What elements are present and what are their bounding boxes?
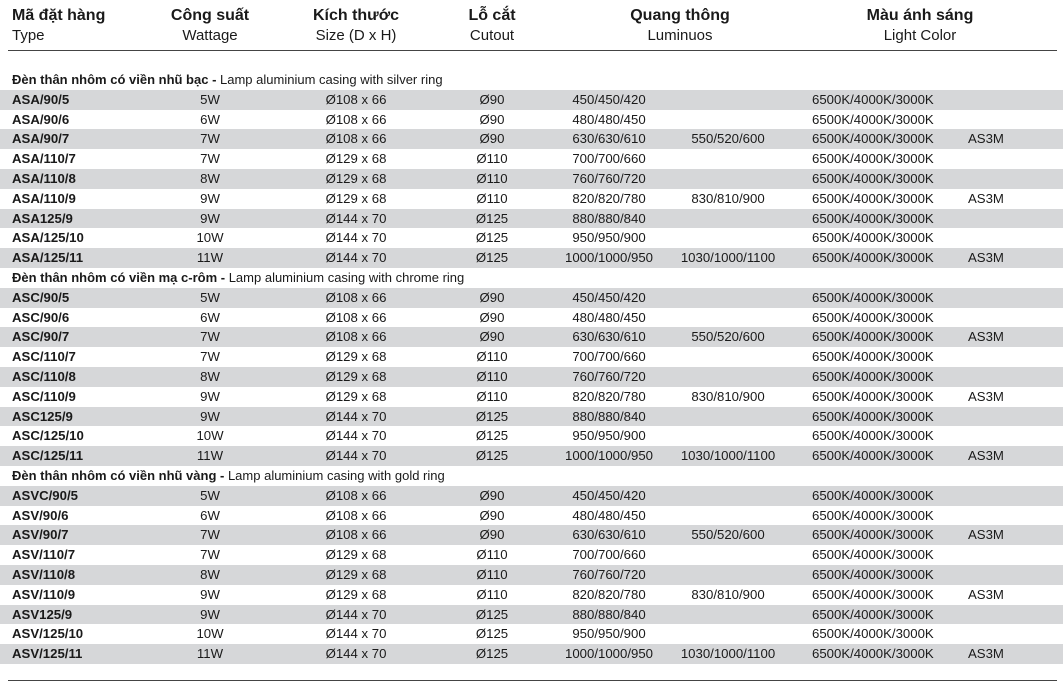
cell-size-text: Ø144 x 70 <box>325 230 387 246</box>
cell-ext: AS3M <box>968 646 1004 662</box>
cell-color: 6500K/4000K/3000K <box>812 507 934 523</box>
cell-size-text: Ø108 x 66 <box>325 309 387 325</box>
cell-lum1-text: 450/450/420 <box>572 289 646 305</box>
cell-color: 6500K/4000K/3000K <box>812 309 934 325</box>
table-row <box>0 110 1063 130</box>
table-row <box>0 426 1063 446</box>
cell-code: ASV/125/11 <box>12 646 83 662</box>
cell-cut-text: Ø90 <box>479 329 505 345</box>
cell-watt-text: 9W <box>200 190 220 206</box>
table-row <box>0 129 1063 149</box>
cell-color: 6500K/4000K/3000K <box>812 368 934 384</box>
cell-color: 6500K/4000K/3000K <box>812 91 934 107</box>
cell-color: 6500K/4000K/3000K <box>812 230 934 246</box>
section-title-en: Lamp aluminium casing with gold ring <box>224 467 445 483</box>
table-row <box>0 407 1063 427</box>
table-row <box>0 327 1063 347</box>
cell-lum2-text: 550/520/600 <box>691 527 765 543</box>
cell-lum1-text: 760/760/720 <box>572 566 646 582</box>
cell-size-text: Ø129 x 68 <box>325 547 387 563</box>
section-title-vi: Đèn thân nhôm có viền mạ c-rôm - <box>12 269 226 285</box>
cell-lum1-text: 820/820/780 <box>572 190 646 206</box>
cell-color: 6500K/4000K/3000K <box>812 250 934 266</box>
cell-ext: AS3M <box>968 448 1004 464</box>
cell-cut-text: Ø110 <box>476 151 508 167</box>
table-row <box>0 209 1063 229</box>
section-title-vi: Đèn thân nhôm có viền nhũ bạc - <box>12 72 217 87</box>
header-size-vi: Kích thước <box>312 7 400 24</box>
cell-cut-text: Ø110 <box>476 547 508 563</box>
cell-code: ASV/125/10 <box>12 626 84 642</box>
cell-watt-text: 5W <box>200 487 220 503</box>
cell-size-text: Ø108 x 66 <box>325 289 387 305</box>
cell-size-text: Ø129 x 68 <box>325 349 387 365</box>
cell-code: ASV/90/6 <box>12 507 69 523</box>
header-size <box>313 6 399 45</box>
cell-watt-text: 10W <box>196 230 224 246</box>
cell-code: ASC/90/7 <box>12 329 70 345</box>
table-row <box>0 149 1063 169</box>
cell-color: 6500K/4000K/3000K <box>812 428 934 444</box>
header-cutout <box>468 6 515 45</box>
table-header <box>0 6 1063 48</box>
cell-size-text: Ø129 x 68 <box>325 170 387 186</box>
cell-lum1-text: 700/700/660 <box>572 349 646 365</box>
cell-watt-text: 11W <box>196 250 224 266</box>
cell-lum1-text: 1000/1000/950 <box>564 448 654 464</box>
cell-size-text: Ø108 x 66 <box>325 507 387 523</box>
cell-size-text: Ø129 x 68 <box>325 368 387 384</box>
section-title-en: Lamp aluminium casing with silver ring <box>216 72 443 87</box>
section-title-en: Lamp aluminium casing with chrome ring <box>225 269 465 285</box>
table-row <box>0 605 1063 625</box>
header-lumen-en: Luminuos <box>647 27 713 44</box>
cell-watt-text: 9W <box>200 606 220 622</box>
table-row <box>0 387 1063 407</box>
cell-color: 6500K/4000K/3000K <box>812 586 934 602</box>
cell-lum1-text: 760/760/720 <box>572 170 646 186</box>
header-wattage <box>171 6 249 45</box>
cell-code: ASV125/9 <box>12 606 73 622</box>
cell-code: ASC/125/10 <box>12 428 84 444</box>
cell-size-text: Ø129 x 68 <box>325 190 387 206</box>
cell-lum2-text: 830/810/900 <box>691 388 765 404</box>
cell-lum1-text: 450/450/420 <box>572 487 646 503</box>
cell-code: ASV/110/7 <box>12 547 76 563</box>
cell-lum1-text: 950/950/900 <box>572 428 646 444</box>
cell-lum1-text: 630/630/610 <box>572 131 646 147</box>
cell-watt-text: 8W <box>200 170 220 186</box>
cell-cut-text: Ø90 <box>479 289 505 305</box>
cell-ext: AS3M <box>968 586 1004 602</box>
cell-watt-text: 8W <box>200 566 220 582</box>
cell-cut-text: Ø125 <box>475 250 509 266</box>
table-row <box>0 486 1063 506</box>
cell-color: 6500K/4000K/3000K <box>812 547 934 563</box>
header-size-en: Size (D x H) <box>315 27 397 44</box>
cell-watt-text: 7W <box>200 349 220 365</box>
cell-size-text: Ø144 x 70 <box>325 448 387 464</box>
cell-lum1-text: 880/880/840 <box>572 606 646 622</box>
cell-code: ASV/110/8 <box>12 566 76 582</box>
cell-code: ASA/110/8 <box>12 170 76 186</box>
cell-lum2-text: 550/520/600 <box>691 131 765 147</box>
cell-color: 6500K/4000K/3000K <box>812 111 934 127</box>
cell-lum1-text: 630/630/610 <box>572 527 646 543</box>
cell-watt-text: 11W <box>196 448 224 464</box>
cell-watt-text: 5W <box>200 91 220 107</box>
cell-cut-text: Ø110 <box>476 349 508 365</box>
cell-lum1-text: 880/880/840 <box>572 408 646 424</box>
cell-code: ASC/90/5 <box>12 289 70 305</box>
cell-code: ASC/110/9 <box>12 388 76 404</box>
cell-watt-text: 6W <box>200 507 220 523</box>
cell-cut-text: Ø110 <box>476 190 508 206</box>
cell-size-text: Ø144 x 70 <box>325 428 387 444</box>
table-row <box>0 308 1063 328</box>
cell-watt-text: 9W <box>200 408 220 424</box>
table-row <box>0 644 1063 664</box>
cell-color: 6500K/4000K/3000K <box>812 527 934 543</box>
cell-color: 6500K/4000K/3000K <box>812 388 934 404</box>
cell-code: ASA/90/5 <box>12 91 70 107</box>
cell-lum1-text: 880/880/840 <box>572 210 646 226</box>
cell-cut-text: Ø90 <box>479 309 505 325</box>
cell-lum2-text: 550/520/600 <box>691 329 765 345</box>
header-color <box>867 6 974 45</box>
header-code-vi: Mã đặt hàng <box>12 7 106 24</box>
table-row <box>0 228 1063 248</box>
cell-cut-text: Ø90 <box>479 487 505 503</box>
cell-code: ASV/110/9 <box>12 586 76 602</box>
cell-lum1-text: 760/760/720 <box>572 368 646 384</box>
cell-size-text: Ø108 x 66 <box>325 111 387 127</box>
cell-lum1-text: 480/480/450 <box>572 507 646 523</box>
cell-cut-text: Ø125 <box>475 230 509 246</box>
cell-ext: AS3M <box>968 527 1004 543</box>
cell-cut-text: Ø90 <box>479 131 505 147</box>
cell-lum1-text: 950/950/900 <box>572 626 646 642</box>
cell-lum1-text: 820/820/780 <box>572 586 646 602</box>
cell-watt-text: 6W <box>200 111 220 127</box>
cell-watt-text: 9W <box>200 586 220 602</box>
cell-color: 6500K/4000K/3000K <box>812 448 934 464</box>
cell-size-text: Ø129 x 68 <box>325 388 387 404</box>
cell-code: ASC/125/11 <box>12 448 84 464</box>
cell-lum2-text: 1030/1000/1100 <box>680 448 776 464</box>
cell-size-text: Ø144 x 70 <box>325 626 387 642</box>
cell-size-text: Ø108 x 66 <box>325 131 387 147</box>
cell-color: 6500K/4000K/3000K <box>812 606 934 622</box>
cell-cut-text: Ø125 <box>475 626 509 642</box>
cell-cut-text: Ø125 <box>475 408 509 424</box>
cell-lum1-text: 480/480/450 <box>572 111 646 127</box>
cell-lum1-text: 1000/1000/950 <box>564 646 654 662</box>
cell-watt-text: 7W <box>200 547 220 563</box>
cell-size-text: Ø144 x 70 <box>325 646 387 662</box>
section-title <box>0 466 1063 486</box>
cell-code: ASC/110/7 <box>12 349 76 365</box>
cell-watt-text: 7W <box>200 527 220 543</box>
table-row <box>0 169 1063 189</box>
cell-color: 6500K/4000K/3000K <box>812 289 934 305</box>
cell-lum1-text: 480/480/450 <box>572 309 646 325</box>
cell-watt-text: 10W <box>196 428 224 444</box>
table-row <box>0 624 1063 644</box>
cell-code: ASV/90/7 <box>12 527 69 543</box>
cell-cut-text: Ø110 <box>476 170 508 186</box>
cell-watt-text: 7W <box>200 131 220 147</box>
section-title <box>0 70 1063 90</box>
cell-lum1-text: 950/950/900 <box>572 230 646 246</box>
header-wattage-en: Wattage <box>182 27 238 44</box>
cell-lum1-text: 700/700/660 <box>572 151 646 167</box>
cell-color: 6500K/4000K/3000K <box>812 170 934 186</box>
table-row <box>0 506 1063 526</box>
cell-cut-text: Ø110 <box>476 566 508 582</box>
cell-cut-text: Ø90 <box>479 111 505 127</box>
cell-size-text: Ø144 x 70 <box>325 210 387 226</box>
header-code <box>12 6 105 45</box>
table-row <box>0 248 1063 268</box>
table-row <box>0 288 1063 308</box>
cell-size-text: Ø144 x 70 <box>325 606 387 622</box>
cell-lum1-text: 450/450/420 <box>572 91 646 107</box>
cell-cut-text: Ø125 <box>475 606 509 622</box>
table-row <box>0 545 1063 565</box>
cell-size-text: Ø108 x 66 <box>325 487 387 503</box>
section-title-vi: Đèn thân nhôm có viền nhũ vàng - <box>12 467 225 483</box>
cell-lum2-text: 830/810/900 <box>691 586 765 602</box>
cell-cut-text: Ø125 <box>475 210 509 226</box>
cell-color: 6500K/4000K/3000K <box>812 349 934 365</box>
cell-cut-text: Ø90 <box>479 507 505 523</box>
cell-color: 6500K/4000K/3000K <box>812 487 934 503</box>
cell-code: ASA/125/11 <box>12 250 84 266</box>
cell-cut-text: Ø125 <box>475 428 509 444</box>
cell-cut-text: Ø125 <box>475 646 509 662</box>
header-color-en: Light Color <box>883 27 957 44</box>
cell-watt-text: 9W <box>200 388 220 404</box>
cell-ext: AS3M <box>968 250 1004 266</box>
table-row <box>0 347 1063 367</box>
cell-size-text: Ø108 x 66 <box>325 91 387 107</box>
cell-ext: AS3M <box>968 131 1004 147</box>
header-code-en: Type <box>12 27 45 44</box>
cell-size-text: Ø129 x 68 <box>325 586 387 602</box>
cell-lum2-text: 1030/1000/1100 <box>680 250 776 266</box>
cell-size-text: Ø144 x 70 <box>325 408 387 424</box>
cell-watt-text: 11W <box>196 646 224 662</box>
cell-color: 6500K/4000K/3000K <box>812 626 934 642</box>
cell-code: ASA125/9 <box>12 210 73 226</box>
cell-watt-text: 7W <box>200 151 220 167</box>
header-color-vi: Màu ánh sáng <box>866 7 974 24</box>
header-cutout-en: Cutout <box>469 27 515 44</box>
cell-color: 6500K/4000K/3000K <box>812 190 934 206</box>
cell-lum1-text: 700/700/660 <box>572 547 646 563</box>
header-lumen-vi: Quang thông <box>630 7 730 24</box>
cell-size-text: Ø144 x 70 <box>325 250 387 266</box>
cell-lum1-text: 630/630/610 <box>572 329 646 345</box>
cell-code: ASC125/9 <box>12 408 73 424</box>
cell-watt-text: 9W <box>200 210 220 226</box>
cell-size-text: Ø108 x 66 <box>325 329 387 345</box>
table-row <box>0 446 1063 466</box>
cell-color: 6500K/4000K/3000K <box>812 210 934 226</box>
section-title <box>0 268 1063 288</box>
table-body <box>0 70 1063 664</box>
cell-code: ASA/90/7 <box>12 131 70 147</box>
table-row <box>0 90 1063 110</box>
cell-code: ASA/90/6 <box>12 111 70 127</box>
cell-color: 6500K/4000K/3000K <box>812 329 934 345</box>
cell-watt-text: 10W <box>196 626 224 642</box>
cell-size-text: Ø108 x 66 <box>325 527 387 543</box>
cell-color: 6500K/4000K/3000K <box>812 566 934 582</box>
cell-code: ASVC/90/5 <box>12 487 78 503</box>
cell-color: 6500K/4000K/3000K <box>812 151 934 167</box>
table-row <box>0 565 1063 585</box>
cell-ext: AS3M <box>968 190 1004 206</box>
cell-ext: AS3M <box>968 329 1004 345</box>
cell-watt-text: 6W <box>200 309 220 325</box>
cell-cut-text: Ø110 <box>476 586 508 602</box>
header-lumen <box>630 6 730 45</box>
header-divider <box>8 50 1057 51</box>
cell-code: ASC/110/8 <box>12 368 76 384</box>
cell-code: ASA/125/10 <box>12 230 84 246</box>
cell-color: 6500K/4000K/3000K <box>812 408 934 424</box>
header-cutout-vi: Lỗ cắt <box>468 7 516 24</box>
cell-cut-text: Ø90 <box>479 527 505 543</box>
cell-lum1-text: 820/820/780 <box>572 388 646 404</box>
footer-divider <box>8 680 1057 681</box>
cell-lum2-text: 1030/1000/1100 <box>680 646 776 662</box>
table-row <box>0 525 1063 545</box>
cell-watt-text: 8W <box>200 368 220 384</box>
cell-code: ASA/110/9 <box>12 190 76 206</box>
cell-color: 6500K/4000K/3000K <box>812 131 934 147</box>
cell-watt-text: 5W <box>200 289 220 305</box>
table-row <box>0 585 1063 605</box>
cell-ext: AS3M <box>968 388 1004 404</box>
table-row <box>0 367 1063 387</box>
cell-watt-text: 7W <box>200 329 220 345</box>
cell-size-text: Ø129 x 68 <box>325 151 387 167</box>
cell-cut-text: Ø125 <box>475 448 509 464</box>
cell-lum1-text: 1000/1000/950 <box>564 250 654 266</box>
cell-cut-text: Ø110 <box>476 388 508 404</box>
cell-size-text: Ø129 x 68 <box>325 566 387 582</box>
cell-color: 6500K/4000K/3000K <box>812 646 934 662</box>
cell-code: ASA/110/7 <box>12 151 76 167</box>
table-row <box>0 189 1063 209</box>
cell-lum2-text: 830/810/900 <box>691 190 765 206</box>
cell-cut-text: Ø90 <box>479 91 505 107</box>
cell-code: ASC/90/6 <box>12 309 70 325</box>
header-wattage-vi: Công suất <box>170 7 250 24</box>
cell-cut-text: Ø110 <box>476 368 508 384</box>
